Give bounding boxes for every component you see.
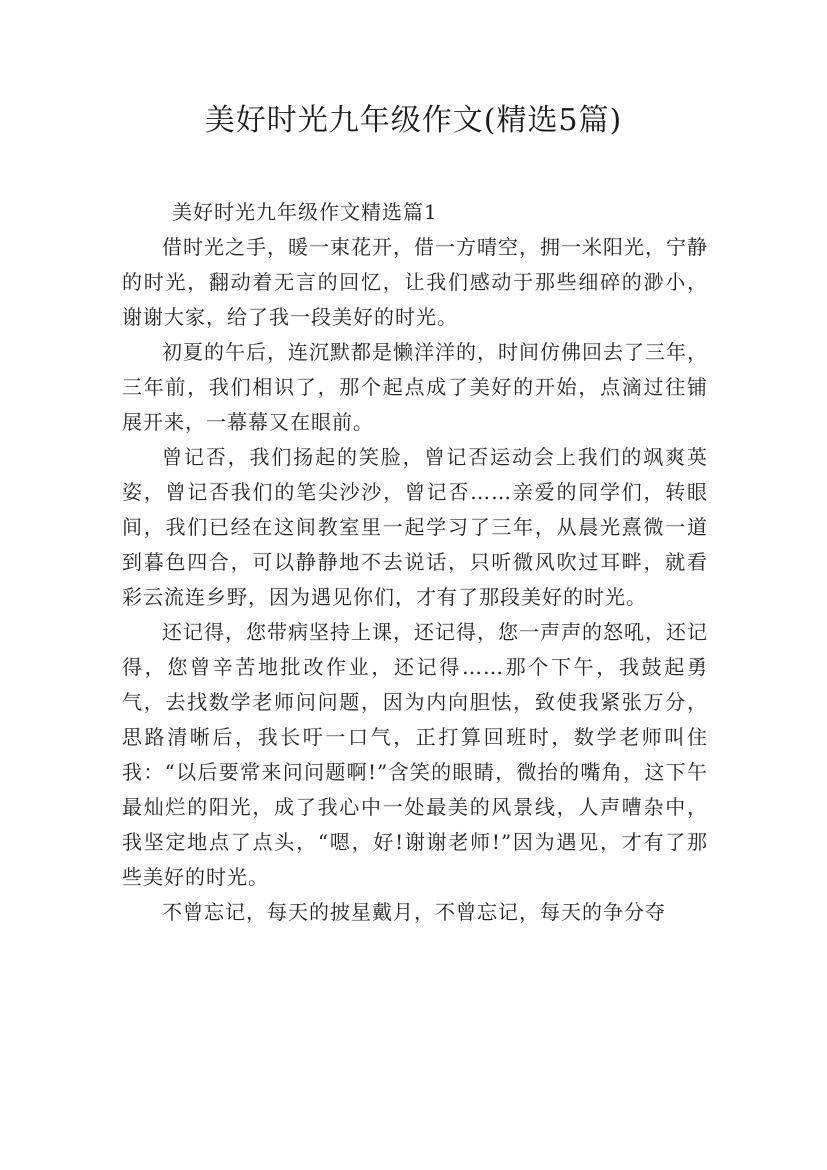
paragraph-3: 曾记否，我们扬起的笑脸，曾记否运动会上我们的飒爽英姿，曾记否我们的笔尖沙沙，曾记否……亲爱的同学们，转眼间，我们已经在这间教室里一起学习了三年，从晨光熹微一道到暮色四合，可以静静地不去说话，只听微风吹过耳畔，就看彩云流连乡野，因为遇见你们，才有了那段美好的时光。 (122, 445, 708, 609)
paragraph-4: 还记得，您带病坚持上课，还记得，您一声声的怒吼，还记得，您曾辛苦地批改作业，还记得……那个下午，我鼓起勇气，去找数学老师问问题，因为内向胆怯，致使我紧张万分，思路清晰后，我长吁一口气，正打算回班时，数学老师叫住我：“以后要常来问问题啊!”含笑的眼睛，微抬的嘴角，这下午最灿烂的阳光，成了我心中一处最美的风景线，人声嘈杂中，我坚定地点了点头，“嗯，好!谢谢老师!”因为遇见，才有了那些美好的时光。 (122, 620, 708, 889)
document-title: 美好时光九年级作文(精选5篇) (204, 103, 623, 138)
section-heading: 美好时光九年级作文精选篇1 (172, 200, 438, 224)
paragraph-5: 不曾忘记，每天的披星戴月，不曾忘记，每天的争分夺 (162, 900, 666, 924)
document-body (122, 195, 708, 930)
paragraph-2: 初夏的午后，连沉默都是懒洋洋的，时间仿佛回去了三年，三年前，我们相识了，那个起点成了美好的开始，点滴过往铺展开来，一幕幕又在眼前。 (122, 340, 708, 434)
paragraph-1: 借时光之手，暖一束花开，借一方晴空，拥一米阳光，宁静的时光，翻动着无言的回忆，让我们感动于那些细碎的渺小，谢谢大家，给了我一段美好的时光。 (122, 235, 708, 329)
